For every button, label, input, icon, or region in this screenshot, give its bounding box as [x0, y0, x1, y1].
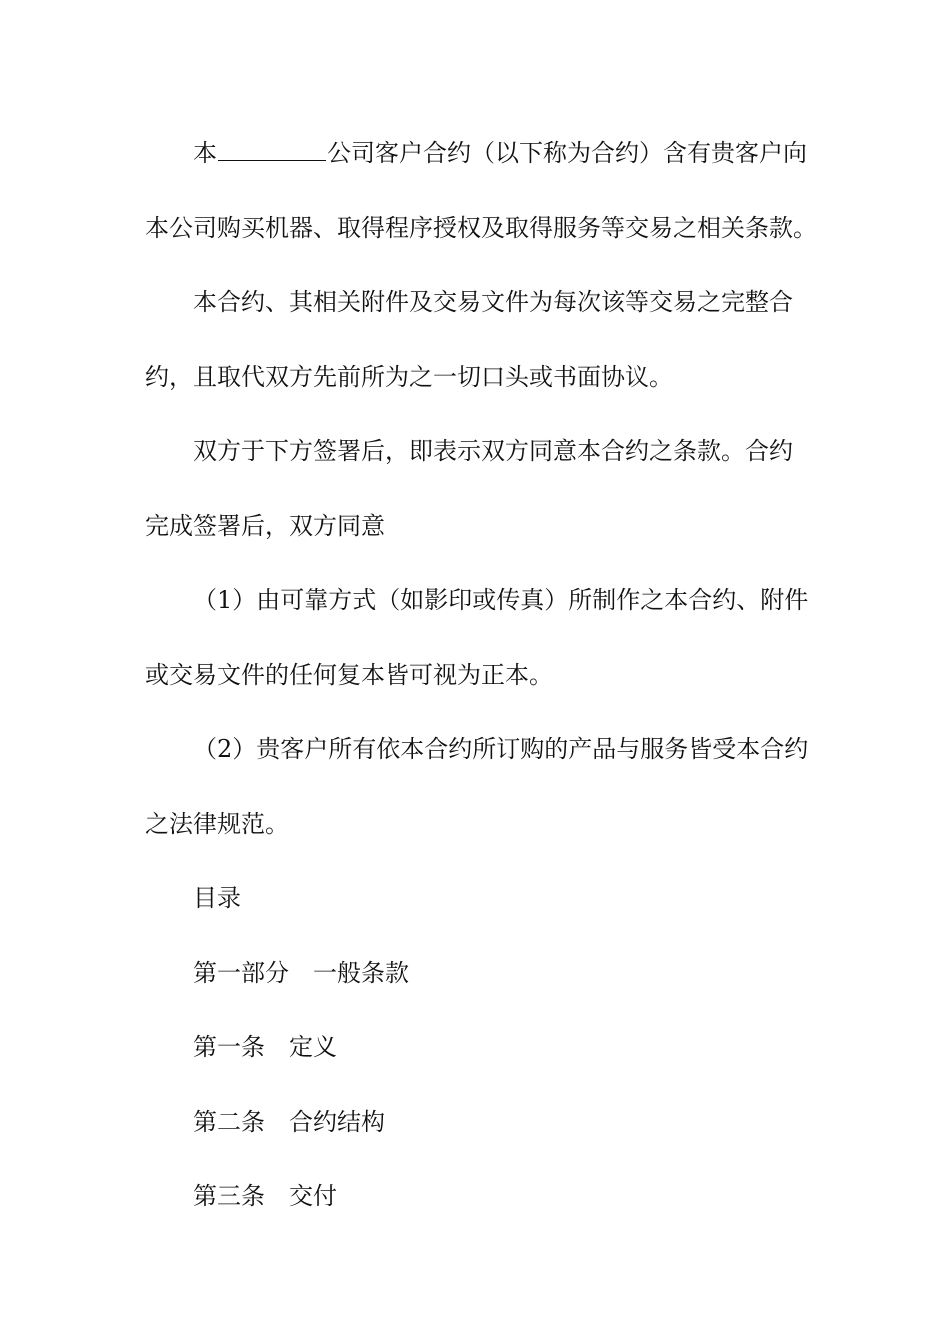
toc-heading: 目录 — [193, 884, 241, 912]
para2-line-1: 本合约、其相关附件及交易文件为每次该等交易之完整合 — [193, 288, 793, 316]
intro-start: 本 — [193, 139, 217, 167]
toc-entry — [145, 1159, 809, 1234]
item2-line-1: （2）贵客户所有依本合约所订购的产品与服务皆受本合约 — [193, 735, 809, 763]
toc-entry-title: 交付 — [289, 1182, 337, 1210]
intro-line-1 — [145, 116, 809, 191]
toc-entry-number: 第一部分 — [193, 958, 289, 987]
toc-entry — [145, 936, 809, 1011]
toc-entry-number: 第一条 — [193, 1033, 265, 1061]
intro-line-2: 本公司购买机器、取得程序授权及取得服务等交易之相关条款。 — [145, 213, 817, 242]
toc-entry-number: 第二条 — [193, 1107, 265, 1136]
item1-line-2: 或交易文件的任何复本皆可视为正本。 — [145, 660, 553, 689]
para3-line-2: 完成签署后，双方同意 — [145, 511, 385, 540]
toc-entry — [145, 1010, 809, 1085]
para2-line-2: 约，且取代双方先前所为之一切口头或书面协议。 — [145, 362, 673, 391]
toc-entry-number: 第三条 — [193, 1182, 265, 1210]
document-body — [145, 116, 817, 1234]
toc-entry-title: 定义 — [289, 1033, 337, 1061]
item2-line-2: 之法律规范。 — [145, 809, 289, 838]
toc-entry-title: 一般条款 — [313, 958, 409, 987]
item1-line-1: （1）由可靠方式（如影印或传真）所制作之本合约、附件 — [193, 586, 809, 614]
toc-entry-title: 合约结构 — [289, 1107, 385, 1136]
toc-entry — [145, 1085, 809, 1160]
company-name-blank — [218, 140, 326, 161]
para3-line-1: 双方于下方签署后，即表示双方同意本合约之条款。合约 — [193, 437, 793, 465]
intro-middle: 公司客户合约（以下称为合约）含有贵客户向 — [327, 139, 807, 167]
